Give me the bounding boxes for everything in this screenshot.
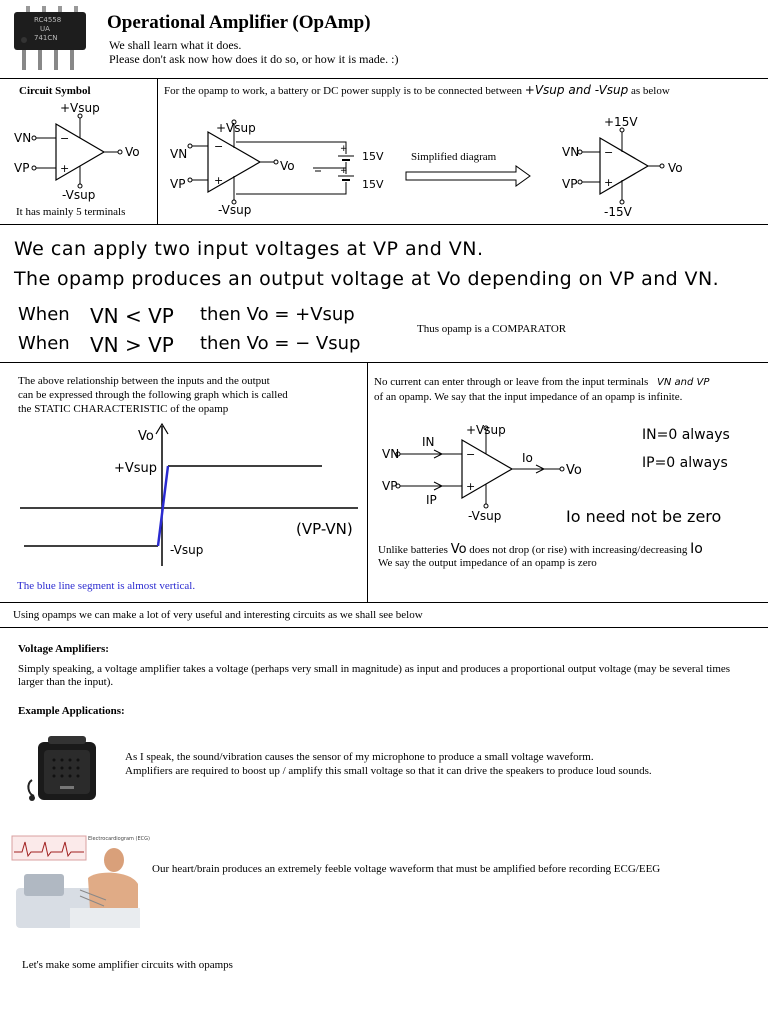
svg-text:VN: VN — [562, 145, 580, 159]
svg-text:VP: VP — [382, 479, 398, 493]
svg-text:Io: Io — [522, 451, 533, 465]
svg-text:+: + — [466, 480, 476, 493]
svg-text:-Vsup: -Vsup — [170, 543, 204, 557]
blue-line-note: The blue line segment is almost vertical. — [17, 580, 196, 592]
divider — [0, 627, 768, 628]
svg-text:−: − — [60, 132, 70, 145]
svg-text:+Vsup: +Vsup — [216, 121, 256, 135]
example-applications-heading: Example Applications: — [18, 705, 125, 717]
divider — [367, 362, 368, 602]
symbol-caption: It has mainly 5 terminals — [16, 206, 126, 218]
svg-text:+: + — [214, 174, 224, 187]
opamp-chip-photo — [6, 4, 92, 74]
svg-text:+: + — [604, 176, 614, 189]
svg-text:+Vsup: +Vsup — [466, 423, 506, 437]
static-text-1: The above relationship between the inputs and the output — [18, 375, 270, 387]
svg-text:Vo: Vo — [138, 429, 154, 444]
opamp-currents-diagram — [376, 418, 596, 524]
svg-text:+: + — [60, 162, 70, 175]
supply-text: For the opamp to work, a battery or DC power supply is to be connected between +Vsup and -Vsup as below — [164, 83, 670, 97]
simplified-diagram-label: Simplified diagram — [411, 151, 497, 163]
useful-circuits-text: Using opamps we can make a lot of very useful and interesting circuits as we shall see below — [13, 609, 423, 621]
svg-text:-Vsup: -Vsup — [62, 188, 96, 202]
when-1-label: When — [18, 304, 70, 325]
svg-text:Vo: Vo — [125, 145, 140, 159]
svg-text:VN: VN — [170, 147, 188, 161]
svg-text:+Vsup: +Vsup — [60, 101, 100, 115]
svg-text:Vo: Vo — [280, 159, 295, 173]
svg-text:VN: VN — [14, 131, 32, 145]
svg-text:(VP-VN): (VP-VN) — [296, 520, 353, 538]
ecg-text: Our heart/brain produces an extremely feeble voltage waveform that must be amplified before recording ECG/EEG — [152, 863, 661, 875]
comparator-line-1: We can apply two input voltages at VP and VN. — [14, 238, 484, 260]
io-note: Io need not be zero — [566, 507, 722, 526]
when-2-result: then Vo = − Vsup — [200, 333, 361, 354]
speaker-amplifier-image — [24, 734, 104, 808]
comparator-line-2: The opamp produces an output voltage at Vo depending on VP and VN. — [14, 268, 720, 290]
divider — [157, 78, 158, 224]
svg-text:+: + — [340, 166, 348, 176]
svg-text:15V: 15V — [362, 178, 384, 191]
svg-text:IP: IP — [426, 493, 437, 507]
when-1-result: then Vo = +Vsup — [200, 304, 355, 325]
speaker-text-1: As I speak, the sound/vibration causes the sensor of my microphone to produce a small voltage waveform. — [125, 751, 594, 763]
svg-text:VP: VP — [14, 161, 30, 175]
svg-text:-15V: -15V — [604, 205, 632, 219]
svg-text:Vo: Vo — [668, 161, 683, 175]
svg-text:IN: IN — [422, 435, 435, 449]
voltage-amplifiers-heading: Voltage Amplifiers: — [18, 643, 109, 655]
svg-text:RC4558: RC4558 — [34, 16, 62, 24]
opamp-with-supply-diagram — [168, 110, 398, 220]
when-2-condition: VN > VP — [90, 333, 174, 357]
divider — [0, 602, 768, 603]
svg-text:+Vsup: +Vsup — [114, 461, 158, 476]
svg-text:VN: VN — [382, 447, 400, 461]
comparator-note: Thus opamp is a COMPARATOR — [417, 323, 567, 335]
battery-comparison: Unlike batteries Vo does not drop (or rise) with increasing/decreasing Io — [378, 541, 703, 557]
divider — [0, 78, 768, 79]
svg-text:-Vsup: -Vsup — [218, 203, 252, 217]
svg-text:+15V: +15V — [604, 115, 638, 129]
impedance-text-2: of an opamp. We say that the input impedance of an opamp is infinite. — [374, 391, 683, 403]
svg-text:741CN: 741CN — [34, 34, 58, 42]
page-title: Operational Amplifier (OpAmp) — [107, 12, 371, 33]
ip-zero-note: IP=0 always — [642, 455, 728, 471]
divider — [0, 362, 768, 363]
when-2-label: When — [18, 333, 70, 354]
divider — [0, 224, 768, 225]
opamp-circuit-symbol — [8, 100, 153, 208]
svg-text:−: − — [604, 146, 614, 159]
ecg-patient-image — [10, 830, 150, 932]
svg-text:+: + — [340, 144, 348, 154]
svg-text:15V: 15V — [362, 150, 384, 163]
circuit-symbol-heading: Circuit Symbol — [19, 85, 91, 97]
svg-text:UA: UA — [40, 25, 50, 33]
speaker-text-2: Amplifiers are required to boost up / amplify this small voltage so that it can drive the speakers to produce loud sounds. — [125, 765, 652, 777]
svg-text:Vo: Vo — [566, 463, 582, 478]
output-impedance-text: We say the output impedance of an opamp is zero — [378, 557, 597, 569]
static-text-2: can be expressed through the following graph which is called — [18, 389, 288, 401]
closing-text: Let's make some amplifier circuits with opamps — [22, 959, 233, 971]
svg-text:−: − — [466, 448, 476, 461]
when-1-condition: VN < VP — [90, 304, 174, 328]
svg-text:VP: VP — [562, 177, 578, 191]
right-arrow-icon — [404, 164, 534, 188]
voltage-amplifiers-body: Simply speaking, a voltage amplifier takes a voltage (perhaps very small in magnitude) as input and produces a proportional output voltage (may be several times larger than the input). — [18, 663, 731, 688]
static-text-3: the STATIC CHARACTERISTIC of the opamp — [18, 403, 229, 415]
intro-line-1: We shall learn what it does. — [109, 38, 242, 52]
svg-text:−: − — [214, 140, 224, 153]
impedance-text-1: No current can enter through or leave from the input terminals VN and VP — [374, 376, 710, 388]
intro-line-2: Please don't ask now how does it do so, or how it is made. :) — [109, 52, 399, 66]
in-zero-note: IN=0 always — [642, 427, 730, 443]
static-characteristic-graph — [10, 418, 362, 568]
opamp-simplified-symbol — [556, 110, 686, 220]
svg-text:VP: VP — [170, 177, 186, 191]
svg-text:Electrocardiogram (ECG): Electrocardiogram (ECG) — [88, 836, 150, 842]
svg-text:-Vsup: -Vsup — [468, 509, 502, 523]
